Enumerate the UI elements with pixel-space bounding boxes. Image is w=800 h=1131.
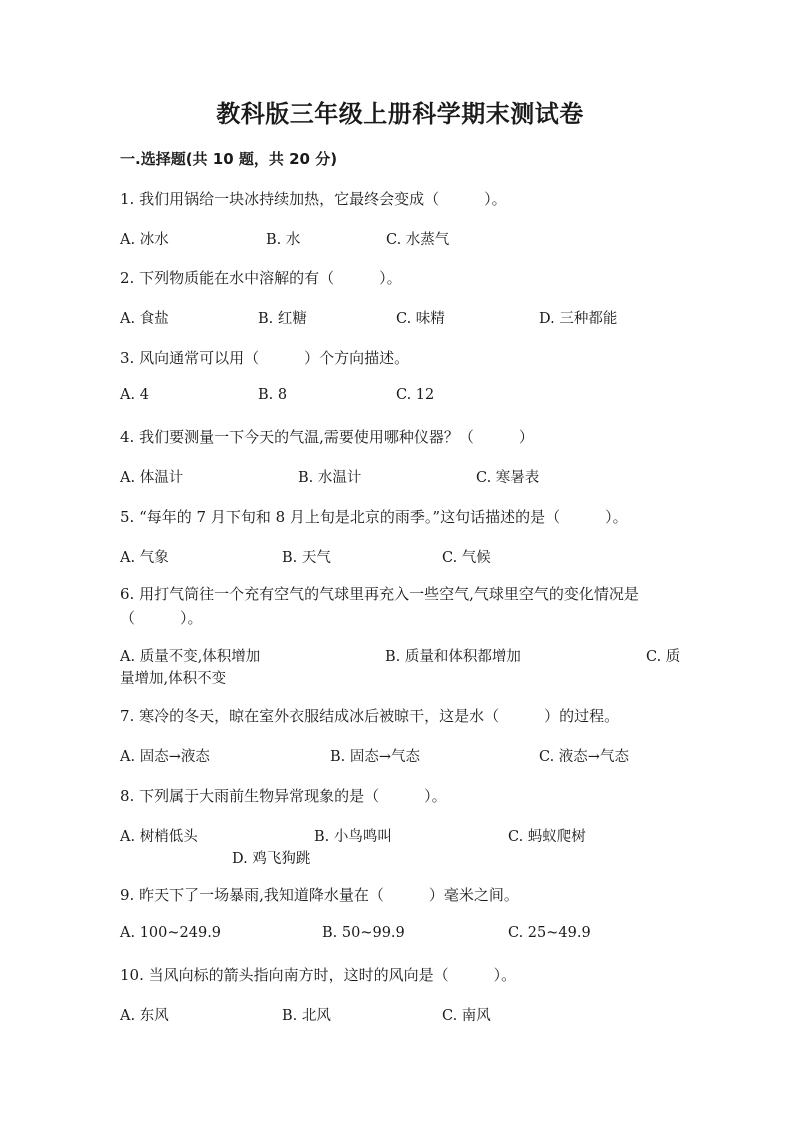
option-b[interactable]: B. 北风 [282, 1008, 331, 1024]
option-d[interactable]: D. 三种都能 [539, 311, 618, 327]
option-c[interactable]: C. 12 [396, 387, 435, 403]
question-10-options [120, 1004, 682, 1028]
question-10: 10. 当风向标的箭头指向南方时，这时的风向是（ ）。 [120, 966, 517, 984]
question-5: 5. “每年的 7 月下旬和 8 月上旬是北京的雨季。”这句话描述的是（ ）。 [120, 508, 628, 526]
question-1: 1. 我们用锅给一块冰持续加热，它最终会变成（ ）。 [120, 190, 507, 208]
option-b[interactable]: B. 8 [258, 387, 288, 403]
option-b[interactable]: B. 固态→气态 [330, 749, 421, 765]
option-b[interactable]: B. 红糖 [258, 311, 307, 327]
question-2-options [120, 307, 682, 331]
question-6: 6. 用打气筒往一个充有空气的气球里再充入一些空气,气球里空气的变化情况是（ ）。 [120, 585, 639, 627]
option-b[interactable]: B. 质量和体积都增加 [385, 649, 521, 665]
question-5-options [120, 546, 682, 570]
question-9: 9. 昨天下了一场暴雨,我知道降水量在（ ）毫米之间。 [120, 886, 519, 904]
option-a[interactable]: A. 食盐 [120, 311, 169, 327]
question-7-options [120, 745, 682, 769]
option-b[interactable]: B. 天气 [282, 550, 331, 566]
option-c-continued[interactable]: 量增加,体积不变 [120, 671, 227, 687]
option-c[interactable]: C. 液态→气态 [539, 749, 629, 765]
option-c[interactable]: C. 寒暑表 [476, 470, 540, 486]
question-4-options [120, 466, 682, 490]
question-9-options [120, 925, 682, 949]
option-b[interactable]: B. 水温计 [298, 470, 362, 486]
option-c[interactable]: C. 25~49.9 [508, 925, 591, 941]
option-a[interactable]: A. 4 [120, 387, 149, 403]
option-a[interactable]: A. 冰水 [120, 232, 169, 248]
option-c[interactable]: C. 蚂蚁爬树 [508, 829, 586, 845]
option-a[interactable]: A. 树梢低头 [120, 829, 198, 845]
option-a[interactable]: A. 气象 [120, 550, 169, 566]
option-b[interactable]: B. 50~99.9 [322, 925, 405, 941]
option-a[interactable]: A. 体温计 [120, 470, 184, 486]
option-a[interactable]: A. 质量不变,体积增加 [120, 649, 261, 665]
option-a[interactable]: A. 东风 [120, 1008, 169, 1024]
question-8-options [120, 825, 682, 873]
question-3-options [120, 387, 682, 411]
question-8: 8. 下列属于大雨前生物异常现象的是（ ）。 [120, 787, 447, 805]
option-b[interactable]: B. 小鸟鸣叫 [314, 829, 392, 845]
option-c[interactable]: C. 味精 [396, 311, 445, 327]
option-d[interactable]: D. 鸡飞狗跳 [232, 851, 311, 867]
question-2: 2. 下列物质能在水中溶解的有（ ）。 [120, 269, 402, 287]
option-c[interactable]: C. 水蒸气 [386, 232, 450, 248]
page-title: 教科版三年级上册科学期末测试卷 [216, 100, 584, 128]
option-c[interactable]: C. 气候 [442, 550, 491, 566]
question-4: 4. 我们要测量一下今天的气温,需要使用哪种仪器？（ ） [120, 428, 534, 446]
section-heading: 一.选择题(共 10 题，共 20 分) [120, 150, 338, 168]
question-6-options [120, 645, 682, 693]
option-c[interactable]: C. 质 [646, 649, 681, 665]
question-3: 3. 风向通常可以用（ ）个方向描述。 [120, 349, 410, 367]
question-1-options [120, 228, 682, 252]
option-a[interactable]: A. 固态→液态 [120, 749, 210, 765]
option-a[interactable]: A. 100~249.9 [120, 925, 222, 941]
option-b[interactable]: B. 水 [266, 232, 301, 248]
option-c[interactable]: C. 南风 [442, 1008, 491, 1024]
question-7: 7. 寒冷的冬天，晾在室外衣服结成冰后被晾干，这是水（ ）的过程。 [120, 707, 620, 725]
